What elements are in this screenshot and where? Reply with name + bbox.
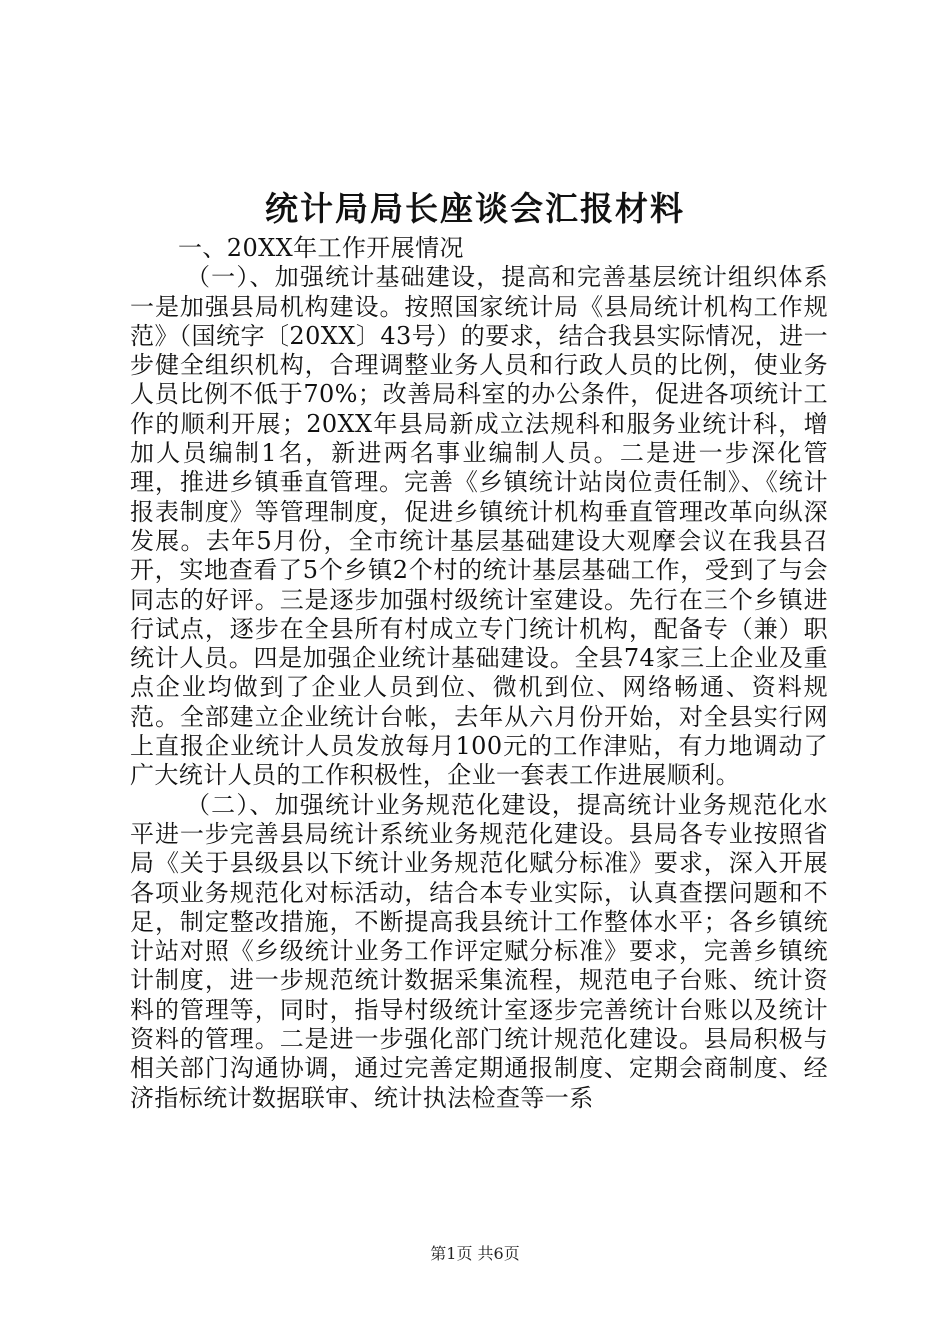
- document-body: [130, 234, 828, 1113]
- paragraph-1: （一）、加强统计基础建设，提高和完善基层统计组织体系一是加强县局机构建设。按照国家统计局《县局统计机构工作规范》（国统字〔20XX〕43号）的要求，结合我县实际情况，进一步健全组织机构，合理调整业务人员和行政人员的比例，使业务人员比例不低于70%；改善局科室的办公条件，促进各项统计工作的顺利开展；20XX年县局新成立法规科和服务业统计科，增加人员编制1名，新进两名事业编制人员。二是进一步深化管理，推进乡镇垂直管理。完善《乡镇统计站岗位责任制》、《统计报表制度》等管理制度，促进乡镇统计机构垂直管理改革向纵深发展。去年5月份，全市统计基层基础建设大观摩会议在我县召开，实地查看了5个乡镇2个村的统计基层基础工作，受到了与会同志的好评。三是逐步加强村级统计室建设。先行在三个乡镇进行试点，逐步在全县所有村成立专门统计机构，配备专（兼）职统计人员。四是加强企业统计基础建设。全县74家三上企业及重点企业均做到了企业人员到位、微机到位、网络畅通、资料规范。全部建立企业统计台帐，去年从六月份开始，对全县实行网上直报企业统计人员发放每月100元的工作津贴，有力地调动了广大统计人员的工作积极性，企业一套表工作进展顺利。: [130, 263, 828, 790]
- document-title: 统计局局长座谈会汇报材料: [265, 189, 685, 228]
- page-number-footer: 第1页 共6页: [430, 1244, 520, 1263]
- section-heading: 一、20XX年工作开展情况: [178, 234, 464, 262]
- paragraph-2: （二）、加强统计业务规范化建设，提高统计业务规范化水平进一步完善县局统计系统业务规范化建设。县局各专业按照省局《关于县级县以下统计业务规范化赋分标准》要求，深入开展各项业务规范化对标活动，结合本专业实际，认真查摆问题和不足，制定整改措施，不断提高我县统计工作整体水平；各乡镇统计站对照《乡级统计业务工作评定赋分标准》要求，完善乡镇统计制度，进一步规范统计数据采集流程，规范电子台账、统计资料的管理等，同时，指导村级统计室逐步完善统计台账以及统计资料的管理。二是进一步强化部门统计规范化建设。县局积极与相关部门沟通协调，通过完善定期通报制度、定期会商制度、经济指标统计数据联审、统计执法检查等一系: [130, 790, 828, 1112]
